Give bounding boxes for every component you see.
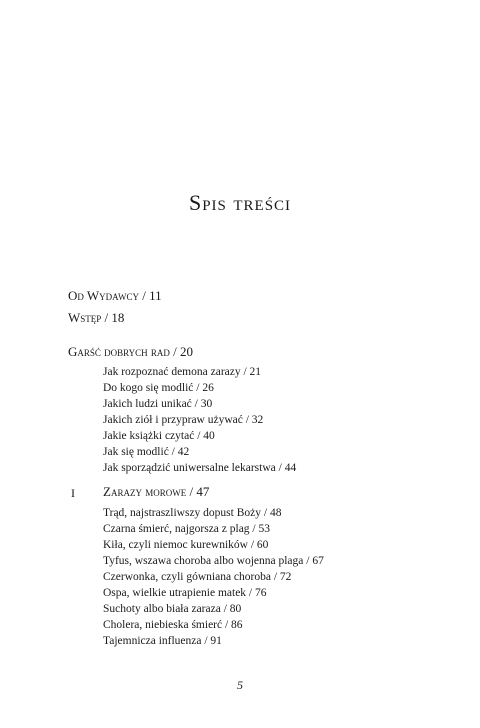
toc-item: Jakich ziół i przypraw używać / 32: [103, 414, 264, 426]
toc-item: Jak się modlić / 42: [103, 446, 190, 458]
toc-section-good-advice: Garść dobrych rad / 20: [68, 344, 194, 359]
toc-item: Kiła, czyli niemoc kurewników / 60: [103, 539, 269, 551]
toc-entry-introduction: Wstęp / 18: [68, 310, 125, 325]
entry-page: 11: [149, 288, 162, 303]
entry-label: Od Wydawcy: [68, 288, 139, 303]
page-title: Spis treści: [188, 190, 292, 215]
toc-item: Suchoty albo biała zaraza / 80: [103, 603, 242, 615]
toc-chapter-plagues: Zarazy morowe / 47: [103, 484, 210, 499]
toc-entry-from-publisher: Od Wydawcy / 11: [68, 288, 162, 303]
toc-item: Tajemnicza influenza / 91: [103, 635, 222, 647]
entry-page: 18: [111, 310, 125, 325]
toc-item: Ospa, wielkie utrapienie matek / 76: [103, 587, 267, 599]
section-page: 20: [180, 344, 194, 359]
chapter-number: I: [71, 486, 75, 500]
page-number: 5: [237, 678, 243, 692]
section-label: Garść dobrych rad: [68, 344, 170, 359]
toc-item: Tyfus, wszawa choroba albo wojenna plaga / 67: [103, 555, 324, 567]
chapter-page: 47: [196, 484, 210, 499]
toc-item: Jak rozpoznać demona zarazy / 21: [103, 366, 262, 378]
toc-item: Czerwonka, czyli gówniana choroba / 72: [103, 571, 292, 583]
toc-item: Cholera, niebieska śmierć / 86: [103, 619, 243, 631]
toc-item: Do kogo się modlić / 26: [103, 382, 214, 394]
toc-item: Trąd, najstraszliwszy dopust Boży / 48: [103, 507, 282, 519]
toc-item: Jakich ludzi unikać / 30: [103, 398, 213, 410]
toc-item: Czarna śmierć, najgorsza z plag / 53: [103, 523, 271, 535]
entry-label: Wstęp: [68, 310, 102, 325]
chapter-label: Zarazy morowe: [103, 484, 187, 499]
toc-item: Jakie książki czytać / 40: [103, 430, 215, 442]
toc-item: Jak sporządzić uniwersalne lekarstwa / 44: [103, 462, 297, 474]
